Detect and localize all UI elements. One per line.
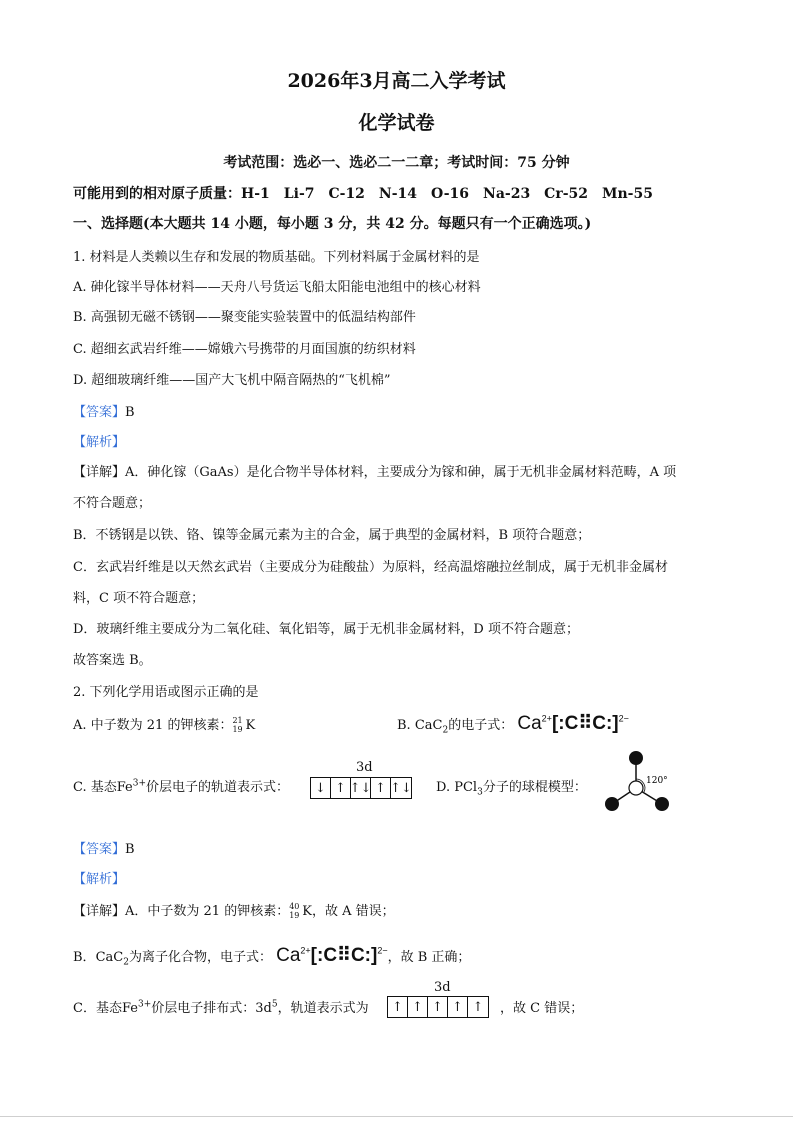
formula: CaC xyxy=(414,718,443,733)
formula-subscript: 2 xyxy=(442,725,449,736)
q1-option-d: D. 超细玻璃纤维——国产大飞机中隔音隔热的“飞机棉” xyxy=(73,373,391,388)
orbital-box: ↑ xyxy=(448,997,468,1017)
orbital-diagram-detail xyxy=(387,996,489,1018)
q2-stem: 2. 下列化学用语或图示正确的是 xyxy=(73,685,259,700)
detail-tag: 【详解】 xyxy=(73,904,126,919)
q1-detail-c-line1: C．玄武岩纤维是以天然玄武岩（主要成分为硅酸盐）为原料，经高温熔融拉丝制成，属于无机非金属材 xyxy=(73,560,668,575)
carbide-charge: 2− xyxy=(618,713,629,724)
q2-option-c xyxy=(73,776,289,795)
orbital-label-3d-detail: 3d xyxy=(434,980,451,995)
electron-count: 5 xyxy=(271,999,278,1010)
q1-answer-line xyxy=(73,401,135,420)
chlorine-atom xyxy=(655,797,669,811)
q1-detail-c-line2: 料，C 项不符合题意； xyxy=(73,591,205,606)
element-symbol: K xyxy=(302,904,312,919)
q2-option-b xyxy=(397,712,629,736)
calcium-charge: 2+ xyxy=(541,713,552,724)
q1-answer: B xyxy=(125,405,135,420)
q1-conclusion: 故答案选 B。 xyxy=(73,653,152,668)
mass-number: 21 xyxy=(232,715,243,725)
orbital-box: ↓ xyxy=(311,778,331,798)
q1-option-b: B. 高强韧无磁不锈钢——聚变能实验装置中的低温结构部件 xyxy=(73,310,416,325)
option-text: C. 基态 xyxy=(73,780,117,795)
orbital-label-3d: 3d xyxy=(356,760,373,775)
chlorine-atom xyxy=(605,797,619,811)
iron-charge: 3+ xyxy=(137,999,152,1010)
detail-text-mid: 为离子化合物，电子式： xyxy=(128,950,272,965)
exam-title: 2026年3月高二入学考试 xyxy=(287,70,506,92)
potassium-isotope xyxy=(232,715,244,734)
option-label: B. xyxy=(397,718,411,733)
q2-detail-a xyxy=(73,900,395,919)
pcl3-ball-stick-model xyxy=(600,748,680,818)
phosphorus-atom xyxy=(629,781,643,795)
orbital-box: ↑↓ xyxy=(351,778,371,798)
detail-text-mid-2: ，轨道表示式为 xyxy=(277,1001,369,1016)
q2-option-a-text: A. 中子数为 21 的钾核素： xyxy=(73,718,233,733)
option-text: 分子的球棍模型： xyxy=(482,780,587,795)
detail-text: C．基态 xyxy=(73,1001,122,1016)
q2-analysis-tag: 【解析】 xyxy=(73,872,126,887)
electron-formula xyxy=(517,713,629,734)
iron-charge: 3+ xyxy=(132,778,147,789)
potassium-isotope xyxy=(289,901,301,920)
q1-detail-b: B．不锈钢是以铁、铬、镍等金属元素为主的合金，属于典型的金属材料，B 项符合题意； xyxy=(73,528,591,543)
formula-subscript: 3 xyxy=(477,787,483,798)
q2-detail-c xyxy=(73,997,369,1016)
atomic-number: 19 xyxy=(289,910,300,920)
q1-option-a: A. 砷化镓半导体材料——天舟八号货运飞船太阳能电池组中的核心材料 xyxy=(73,280,481,295)
calcium: Ca xyxy=(517,713,542,734)
detail-text: A．中子数为 21 的钾核素： xyxy=(125,904,290,919)
carbide-charge: 2− xyxy=(377,945,388,956)
q1-detail-d: D．玻璃纤维主要成分为二氧化硅、氧化铝等，属于无机非金属材料，D 项不符合题意； xyxy=(73,622,579,637)
q1-option-c: C. 超细玄武岩纤维——嫦娥六号携带的月面国旗的纺织材料 xyxy=(73,342,416,357)
page-bottom-rule xyxy=(0,1116,793,1117)
detail-text-post: ，故 A 错误； xyxy=(311,904,395,919)
q2-detail-b xyxy=(73,944,470,968)
calcium: Ca xyxy=(276,945,301,966)
orbital-box: ↑ xyxy=(472,999,484,1015)
detail-text-post: ，故 B 正确； xyxy=(387,950,471,965)
iron-ion: Fe xyxy=(116,780,133,795)
orbital-box: ↑ xyxy=(408,997,428,1017)
q2-option-a xyxy=(73,714,255,733)
chlorine-atom xyxy=(629,751,643,765)
orbital-box: ↑ xyxy=(331,778,351,798)
calcium-charge: 2+ xyxy=(300,945,311,956)
detail-text: B． xyxy=(73,950,96,965)
electron-formula xyxy=(276,945,388,966)
exam-subtitle: 化学试卷 xyxy=(358,112,435,134)
formula: CaC xyxy=(95,950,124,965)
formula-subscript: 2 xyxy=(123,957,129,968)
q1-detail-a-line1 xyxy=(73,461,676,480)
q2-answer-line xyxy=(73,838,135,857)
option-text-2: 价层电子的轨道表示式： xyxy=(146,780,290,795)
exam-scope: 考试范围：选必一、选必二一二章；考试时间：75 分钟 xyxy=(223,155,570,171)
q1-detail-a1: A．砷化镓（GaAs）是化合物半导体材料，主要成分为镓和砷，属于无机非金属材料范畴，A 项 xyxy=(125,465,677,480)
orbital-box: ↑↓ xyxy=(390,780,412,796)
element-symbol: K xyxy=(245,718,256,733)
orbital-box: ↑ xyxy=(388,997,408,1017)
orbital-box: ↑ xyxy=(371,778,391,798)
orbital-box: ↑ xyxy=(428,997,448,1017)
bond-angle-label: 120° xyxy=(646,776,668,786)
detail-text-mid: 价层电子排布式：3d xyxy=(151,1001,272,1016)
orbital-diagram-c xyxy=(310,777,412,799)
q2-detail-c-post: ，故 C 错误； xyxy=(500,1001,584,1016)
carbide-ion: [:C⠿C:] xyxy=(551,713,619,734)
detail-tag: 【详解】 xyxy=(73,465,126,480)
q2-option-d xyxy=(436,776,587,798)
option-label: D. xyxy=(436,780,451,795)
q1-analysis-tag: 【解析】 xyxy=(73,435,126,450)
q1-detail-a-line2: 不符合题意； xyxy=(73,496,152,511)
iron-ion: Fe xyxy=(121,1001,138,1016)
answer-tag: 【答案】 xyxy=(73,405,126,420)
q2-answer: B xyxy=(125,842,135,857)
carbide-ion: [:C⠿C:] xyxy=(310,945,378,966)
q1-stem: 1. 材料是人类赖以生存和发展的物质基础。下列材料属于金属材料的是 xyxy=(73,250,480,265)
atomic-masses: 可能用到的相对原子质量：H-1 Li-7 C-12 N-14 O-16 Na-23 Cr-52 Mn-55 xyxy=(73,186,653,202)
section-heading: 一、选择题(本大题共 14 小题，每小题 3 分，共 42 分。每题只有一个正确选项。) xyxy=(73,216,592,232)
option-text: 的电子式： xyxy=(448,718,514,733)
mass-number: 40 xyxy=(289,901,300,911)
answer-tag: 【答案】 xyxy=(73,842,126,857)
atomic-number: 19 xyxy=(232,724,243,734)
formula: PCl xyxy=(454,780,478,795)
